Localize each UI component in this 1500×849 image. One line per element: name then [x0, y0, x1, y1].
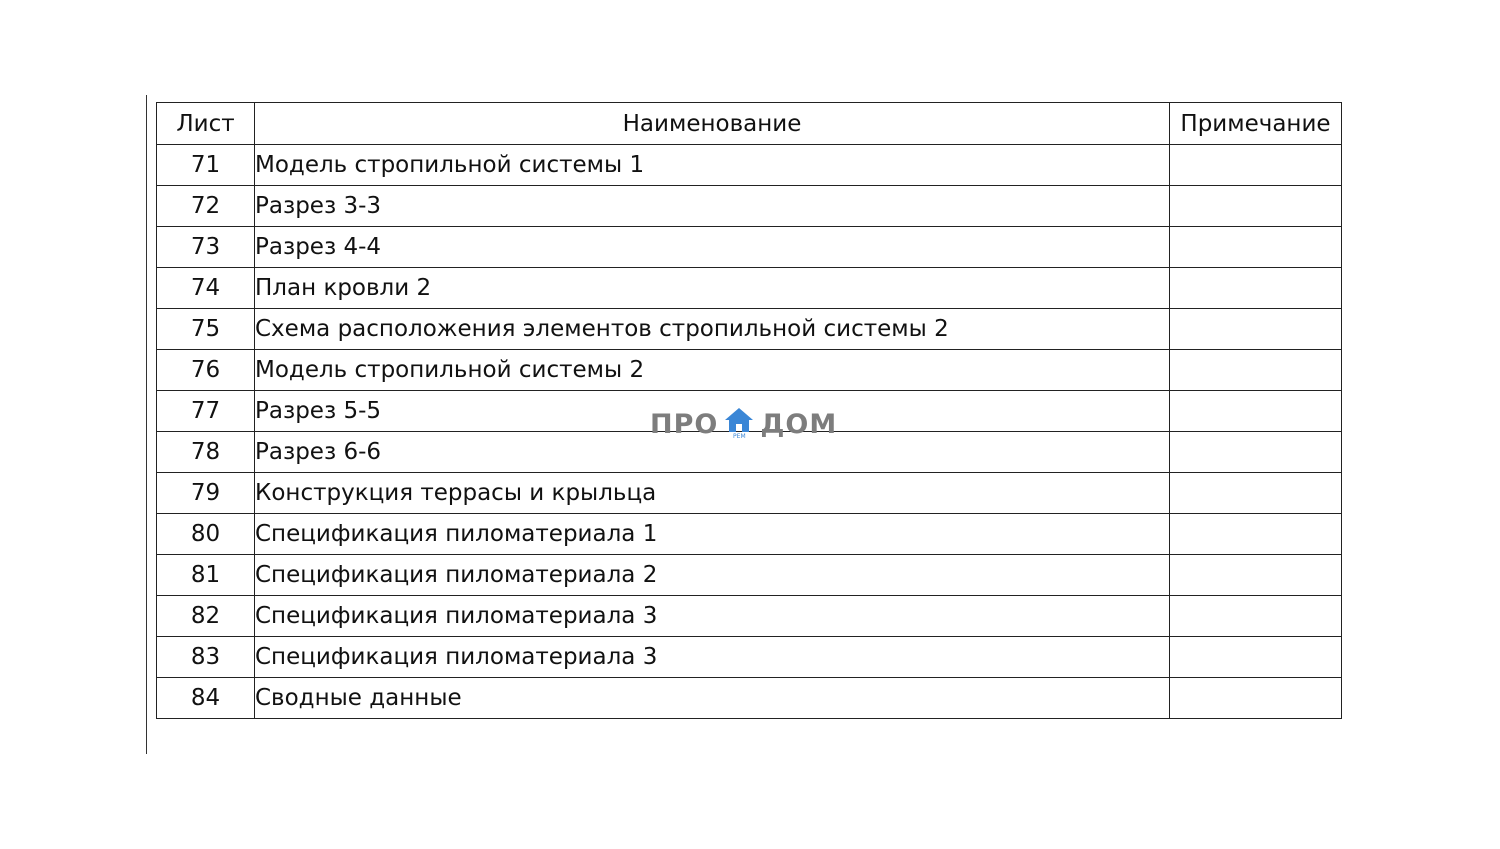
sheet-note: [1170, 268, 1342, 309]
sheet-note: [1170, 473, 1342, 514]
watermark-text-right: ДОМ: [760, 408, 838, 440]
table-row: [157, 227, 1342, 268]
table-row: [157, 678, 1342, 719]
table-row: [157, 391, 1342, 432]
table-row: [157, 268, 1342, 309]
table-row: [157, 473, 1342, 514]
sheet-note: [1170, 432, 1342, 473]
sheet-number: 79: [157, 473, 255, 514]
table-row: [157, 514, 1342, 555]
sheet-number: 71: [157, 145, 255, 186]
sheet-name: Разрез 3-3: [255, 186, 1170, 227]
sheet-name: Схема расположения элементов стропильной системы 2: [255, 309, 1170, 350]
sheet-number: 81: [157, 555, 255, 596]
sheet-name: Сводные данные: [255, 678, 1170, 719]
sheet-note: [1170, 350, 1342, 391]
watermark-small-text: РЕМ: [733, 433, 746, 440]
sheet-number: 77: [157, 391, 255, 432]
sheet-number: 80: [157, 514, 255, 555]
header-row: [157, 103, 1342, 145]
page-margin-line: [146, 95, 147, 754]
table-row: [157, 350, 1342, 391]
table-header: [157, 103, 1342, 145]
sheet-list-table: [156, 102, 1342, 719]
sheet-name: Модель стропильной системы 1: [255, 145, 1170, 186]
sheet-number: 73: [157, 227, 255, 268]
sheet-note: [1170, 309, 1342, 350]
table-row: [157, 637, 1342, 678]
table-row: [157, 186, 1342, 227]
table-row: [157, 145, 1342, 186]
sheet-name: План кровли 2: [255, 268, 1170, 309]
sheet-note: [1170, 637, 1342, 678]
sheet-name: Модель стропильной системы 2: [255, 350, 1170, 391]
table-row: [157, 555, 1342, 596]
sheet-name: Разрез 4-4: [255, 227, 1170, 268]
sheet-name: Разрез 5-5: [255, 391, 1170, 432]
sheet-name: Спецификация пиломатериала 2: [255, 555, 1170, 596]
sheet-note: [1170, 186, 1342, 227]
sheet-note: [1170, 391, 1342, 432]
sheet-name: Спецификация пиломатериала 3: [255, 596, 1170, 637]
sheet-note: [1170, 145, 1342, 186]
sheet-name: Конструкция террасы и крыльца: [255, 473, 1170, 514]
sheet-note: [1170, 678, 1342, 719]
header-note: Примечание: [1170, 103, 1342, 145]
sheet-number: 74: [157, 268, 255, 309]
table-body: [157, 145, 1342, 719]
header-sheet: Лист: [157, 103, 255, 145]
header-name: Наименование: [255, 103, 1170, 145]
sheet-name: Спецификация пиломатериала 1: [255, 514, 1170, 555]
sheet-number: 78: [157, 432, 255, 473]
sheet-name: Спецификация пиломатериала 3: [255, 637, 1170, 678]
table-row: [157, 309, 1342, 350]
table-row: [157, 596, 1342, 637]
sheet-number: 83: [157, 637, 255, 678]
sheet-number: 76: [157, 350, 255, 391]
sheet-name: Разрез 6-6: [255, 432, 1170, 473]
sheet-number: 75: [157, 309, 255, 350]
sheet-number: 84: [157, 678, 255, 719]
table-row: [157, 432, 1342, 473]
watermark-text-left: ПРО: [650, 408, 719, 440]
sheet-number: 82: [157, 596, 255, 637]
sheet-note: [1170, 514, 1342, 555]
sheet-note: [1170, 227, 1342, 268]
sheet-number: 72: [157, 186, 255, 227]
sheet-note: [1170, 555, 1342, 596]
sheet-note: [1170, 596, 1342, 637]
